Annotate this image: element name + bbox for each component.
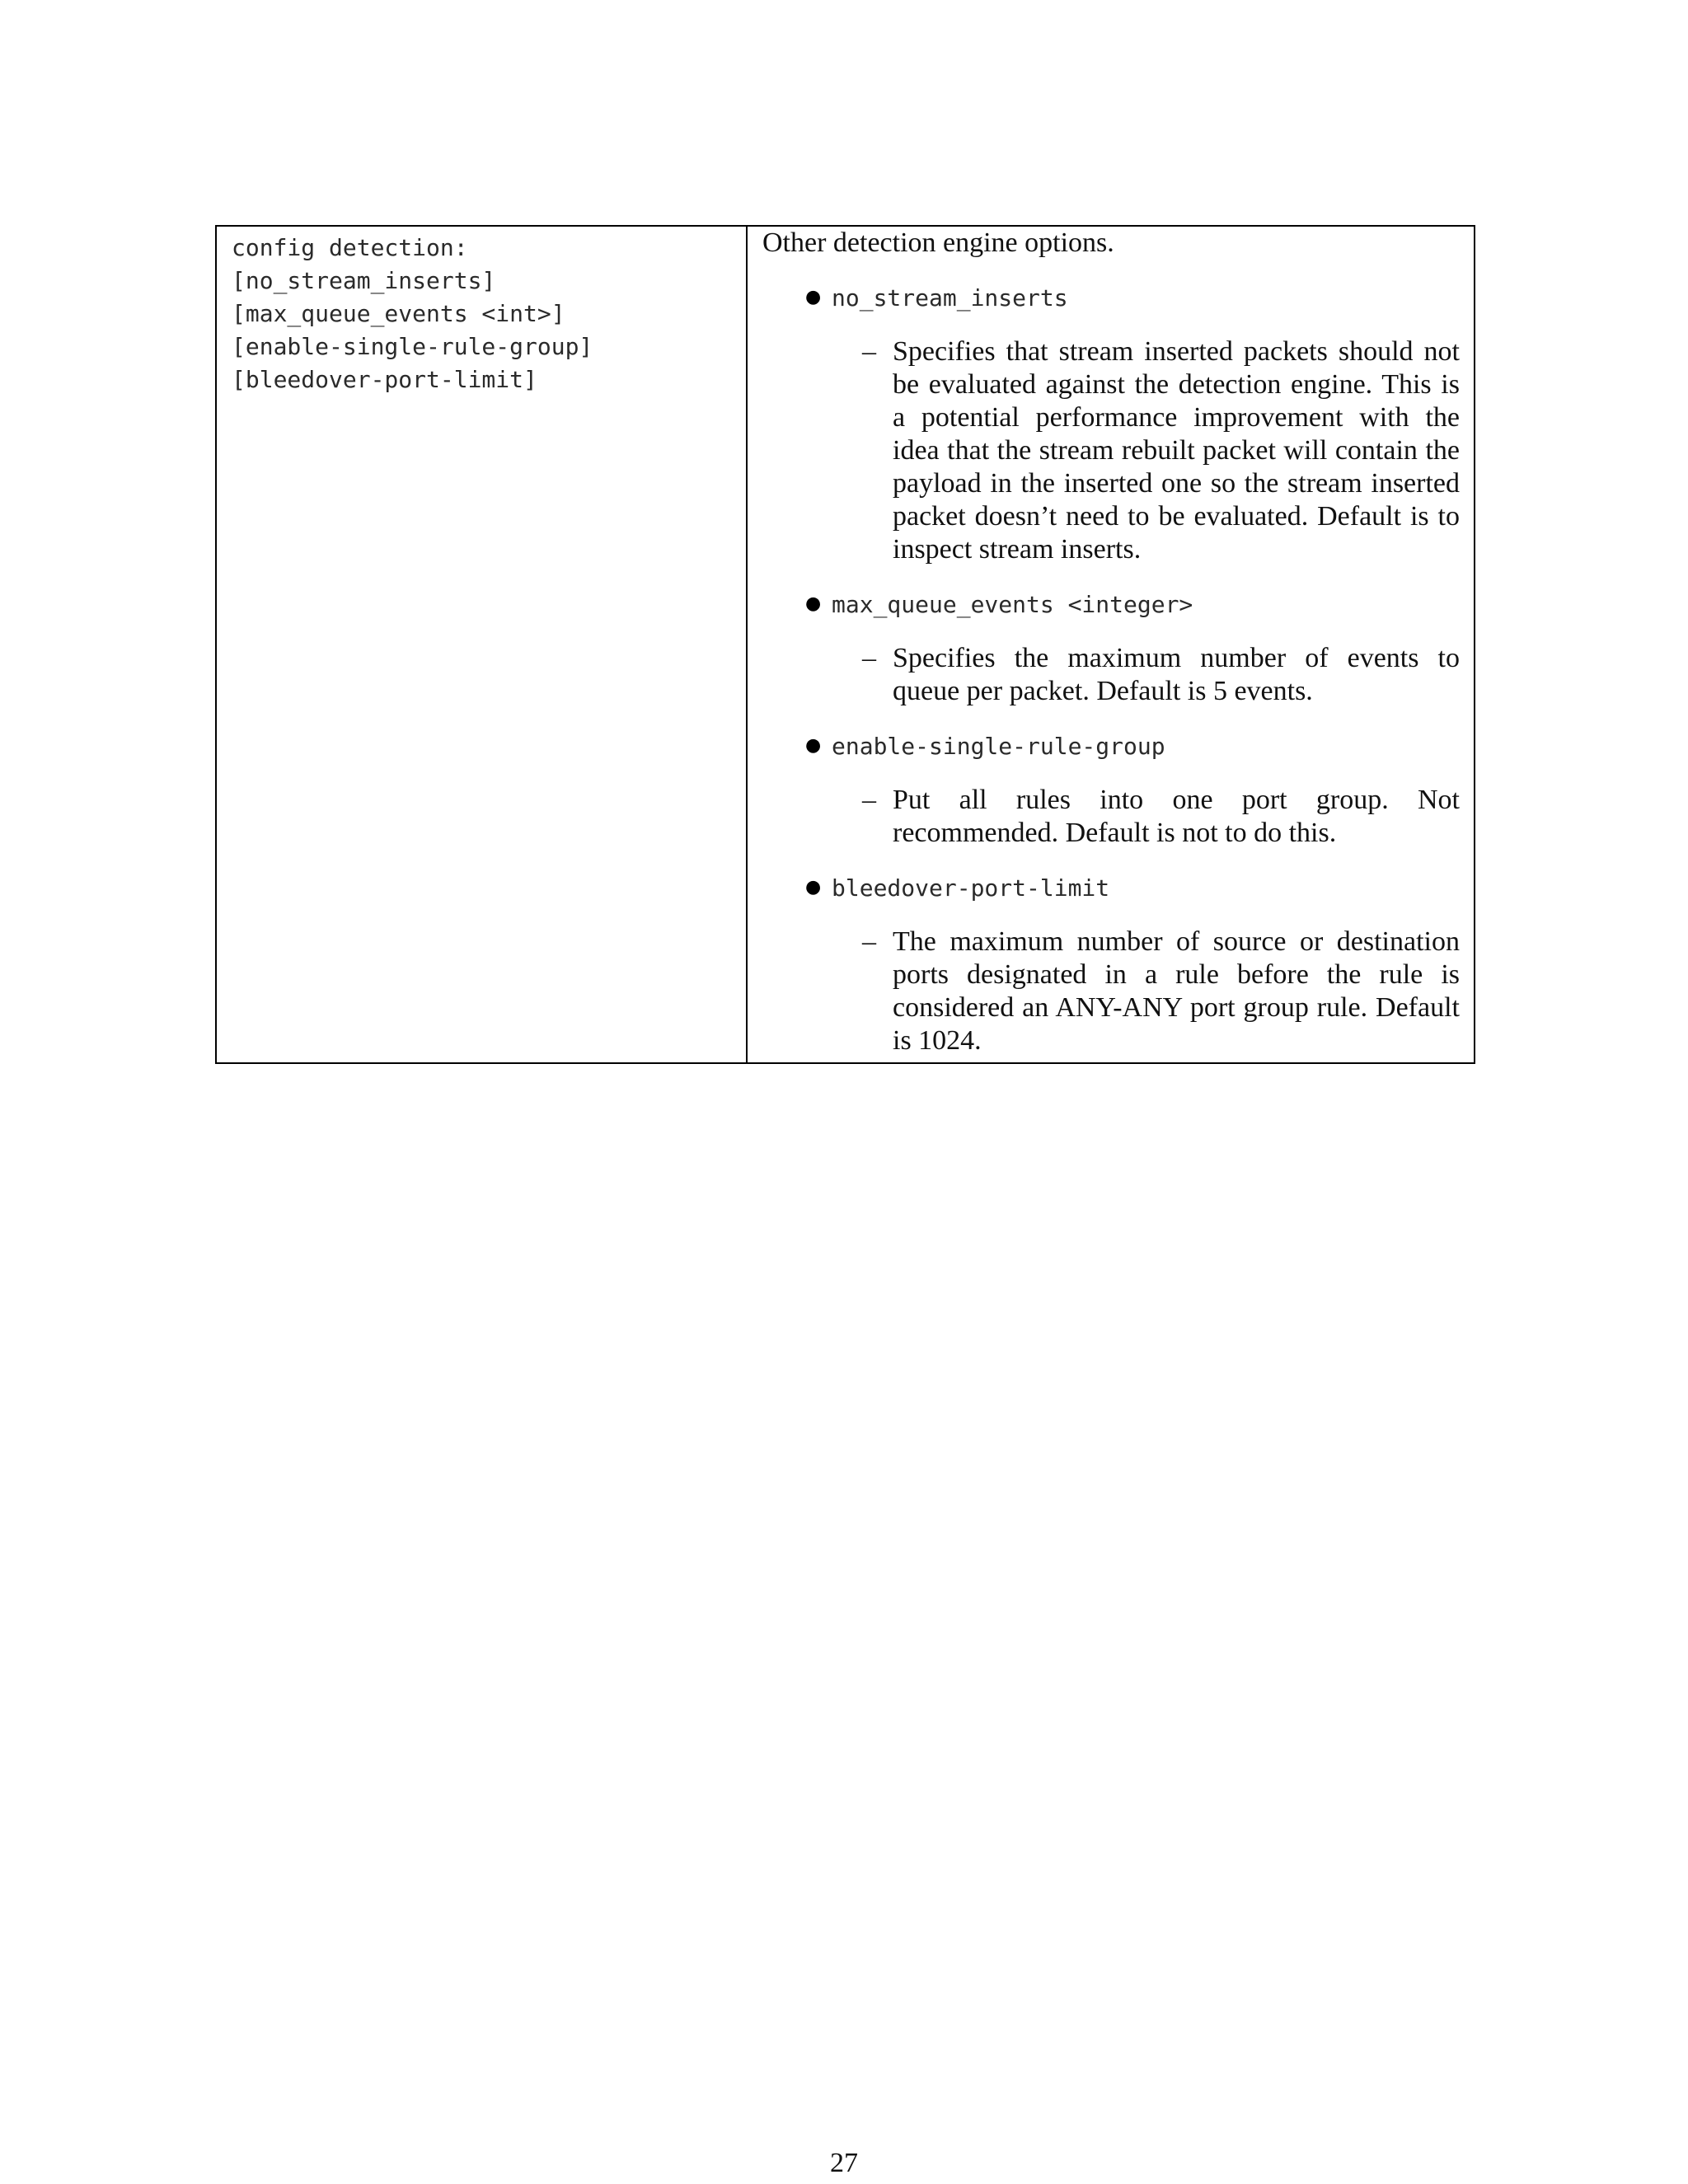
bullet-icon: ● xyxy=(805,593,822,614)
syntax-cell xyxy=(232,232,734,396)
option-name: no_stream_inserts xyxy=(832,284,1068,312)
dash-icon: – xyxy=(862,336,876,367)
option-description-text: Put all rules into one port group. Not recommended. Default is not to do this. xyxy=(893,785,1460,848)
option-name: enable-single-rule-group xyxy=(832,733,1165,760)
option-header xyxy=(762,871,1460,904)
option-max-queue-events xyxy=(762,588,1460,708)
option-description-text: Specifies that stream inserted packets should not be evaluated against the detection engine. This is a potential performance improvement with the idea that the stream rebuilt packet will contain the payload in the inserted one so the stream inserted packet doesn’t need to be evaluated. Default is to inspect stream inserts. xyxy=(893,336,1460,565)
page-number: 27 xyxy=(830,2148,858,2178)
option-header xyxy=(762,281,1460,314)
dash-icon: – xyxy=(862,643,876,673)
syntax-line: [max_queue_events <int>] xyxy=(232,300,565,327)
option-description xyxy=(762,784,1460,850)
option-description xyxy=(762,642,1460,708)
bullet-icon: ● xyxy=(805,287,822,307)
syntax-line: [no_stream_inserts] xyxy=(232,267,496,294)
description-intro: Other detection engine options. xyxy=(762,227,1114,258)
option-name: bleedover-port-limit xyxy=(832,874,1110,902)
option-no-stream-inserts xyxy=(762,281,1460,566)
option-description-text: Specifies the maximum number of events to queue per packet. Default is 5 events. xyxy=(893,643,1460,706)
option-description xyxy=(762,926,1460,1057)
syntax-line: [bleedover-port-limit] xyxy=(232,366,537,393)
column-divider xyxy=(746,227,748,1062)
dash-icon: – xyxy=(862,785,876,815)
bullet-icon: ● xyxy=(805,735,822,756)
option-name: max_queue_events <integer> xyxy=(832,591,1193,618)
dash-icon: – xyxy=(862,926,876,957)
option-header xyxy=(762,729,1460,762)
config-detection-table xyxy=(215,225,1475,1064)
description-cell xyxy=(762,227,1460,1057)
option-header xyxy=(762,588,1460,621)
bullet-icon: ● xyxy=(805,877,822,898)
syntax-line: config detection: xyxy=(232,234,468,261)
option-description xyxy=(762,335,1460,566)
syntax-line: [enable-single-rule-group] xyxy=(232,333,593,360)
option-description-text: The maximum number of source or destination ports designated in a rule before the rule is considered an ANY-ANY port group rule. Default is 1024. xyxy=(893,926,1460,1056)
option-bleedover-port-limit xyxy=(762,871,1460,1057)
option-enable-single-rule-group xyxy=(762,729,1460,850)
